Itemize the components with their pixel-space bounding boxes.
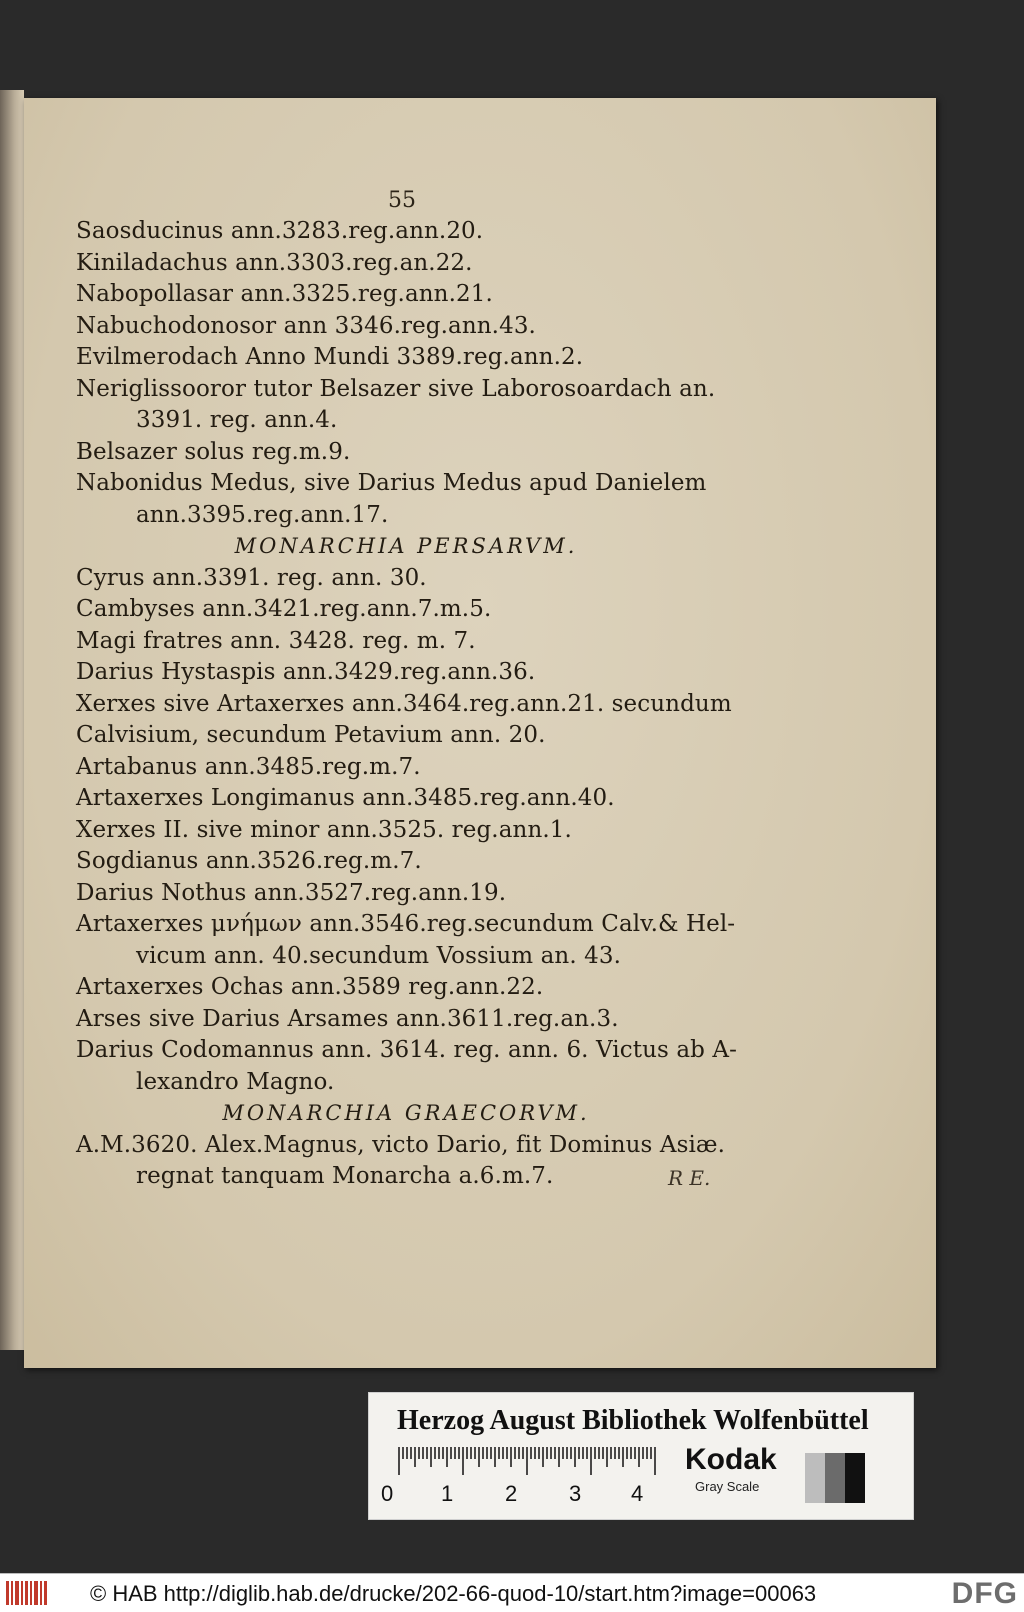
gray-scale-label: Gray Scale xyxy=(695,1479,760,1494)
ruler-label: 1 xyxy=(441,1481,454,1506)
section-heading: MONARCHIA GRAECORVM. xyxy=(222,1101,590,1125)
ruler-label: 3 xyxy=(569,1481,582,1506)
text-line: Saosducinus ann.3283.reg.ann.20. xyxy=(76,218,484,244)
text-line: Artaxerxes Ochas ann.3589 reg.ann.22. xyxy=(76,974,544,1000)
text-line: Magi fratres ann. 3428. reg. m. 7. xyxy=(76,627,476,654)
text-line: Neriglissooror tutor Belsazer sive Laborosoardach an. xyxy=(76,375,716,402)
text-line: Cyrus ann.3391. reg. ann. 30. xyxy=(76,564,427,591)
text-line: Darius Nothus ann.3527.reg.ann.19. xyxy=(76,879,507,906)
adjacent-page-edge xyxy=(0,90,24,1350)
ruler-icon xyxy=(395,1447,663,1475)
text-line: Darius Hystaspis ann.3429.reg.ann.36. xyxy=(76,659,536,685)
text-line: Kiniladachus ann.3303.reg.an.22. xyxy=(76,249,473,276)
text-line: Evilmerodach Anno Mundi 3389.reg.ann.2. xyxy=(76,344,584,370)
text-line: lexandro Magno. xyxy=(136,1068,335,1095)
text-line: vicum ann. 40.secundum Vossium an. 43. xyxy=(136,942,622,969)
kodak-brand: Kodak xyxy=(685,1443,777,1476)
gray-swatch-dark xyxy=(845,1453,865,1503)
text-line: Artaxerxes Longimanus ann.3485.reg.ann.40. xyxy=(76,785,615,811)
section-heading: MONARCHIA PERSARVM. xyxy=(234,534,578,558)
text-line: Arses sive Darius Arsames ann.3611.reg.an.3. xyxy=(76,1005,619,1032)
color-calibration-card xyxy=(368,1392,914,1520)
text-line: ann.3395.reg.ann.17. xyxy=(136,501,389,528)
text-line: Cambyses ann.3421.reg.ann.7.m.5. xyxy=(76,596,492,622)
page-number: 55 xyxy=(388,188,416,213)
ruler-label: 4 xyxy=(631,1481,644,1506)
ruler-label: 2 xyxy=(505,1481,518,1506)
text-line: Nabuchodonosor ann 3346.reg.ann.43. xyxy=(76,312,536,339)
signature-mark: R E. xyxy=(668,1166,711,1190)
barcode-icon xyxy=(6,1581,48,1605)
text-line: Artaxerxes μνήμων ann.3546.reg.secundum Calv.& Hel- xyxy=(76,911,736,937)
text-line: Nabonidus Medus, sive Darius Medus apud Danielem xyxy=(76,470,707,496)
text-line: Xerxes sive Artaxerxes ann.3464.reg.ann.21. secundum xyxy=(76,690,732,717)
gray-swatch-mid xyxy=(825,1453,845,1503)
text-line: regnat tanquam Monarcha a.6.m.7. xyxy=(136,1163,554,1189)
gray-swatch-light xyxy=(805,1453,825,1503)
text-line: Calvisium, secundum Petavium ann. 20. xyxy=(76,722,546,748)
scanned-page xyxy=(24,98,936,1368)
text-line: Sogdianus ann.3526.reg.m.7. xyxy=(76,848,422,874)
library-name: Herzog August Bibliothek Wolfenbüttel xyxy=(397,1405,869,1436)
ruler-label: 0 xyxy=(381,1481,394,1506)
dfg-logo: DFG xyxy=(951,1577,1018,1610)
text-line: Artabanus ann.3485.reg.m.7. xyxy=(76,753,421,780)
text-line: Nabopollasar ann.3325.reg.ann.21. xyxy=(76,281,493,307)
page-text xyxy=(76,216,776,1193)
text-line: A.M.3620. Alex.Magnus, victo Dario, fit Dominus Asiæ. xyxy=(76,1131,726,1158)
footer-bar xyxy=(0,1573,1024,1612)
text-line: Xerxes II. sive minor ann.3525. reg.ann.1. xyxy=(76,816,572,843)
source-link[interactable]: © HAB http://diglib.hab.de/drucke/202-66-quod-10/start.htm?image=00063 xyxy=(90,1581,817,1606)
text-line: Darius Codomannus ann. 3614. reg. ann. 6. Victus ab A- xyxy=(76,1037,737,1063)
text-line: Belsazer solus reg.m.9. xyxy=(76,438,351,465)
text-line: 3391. reg. ann.4. xyxy=(136,407,338,433)
